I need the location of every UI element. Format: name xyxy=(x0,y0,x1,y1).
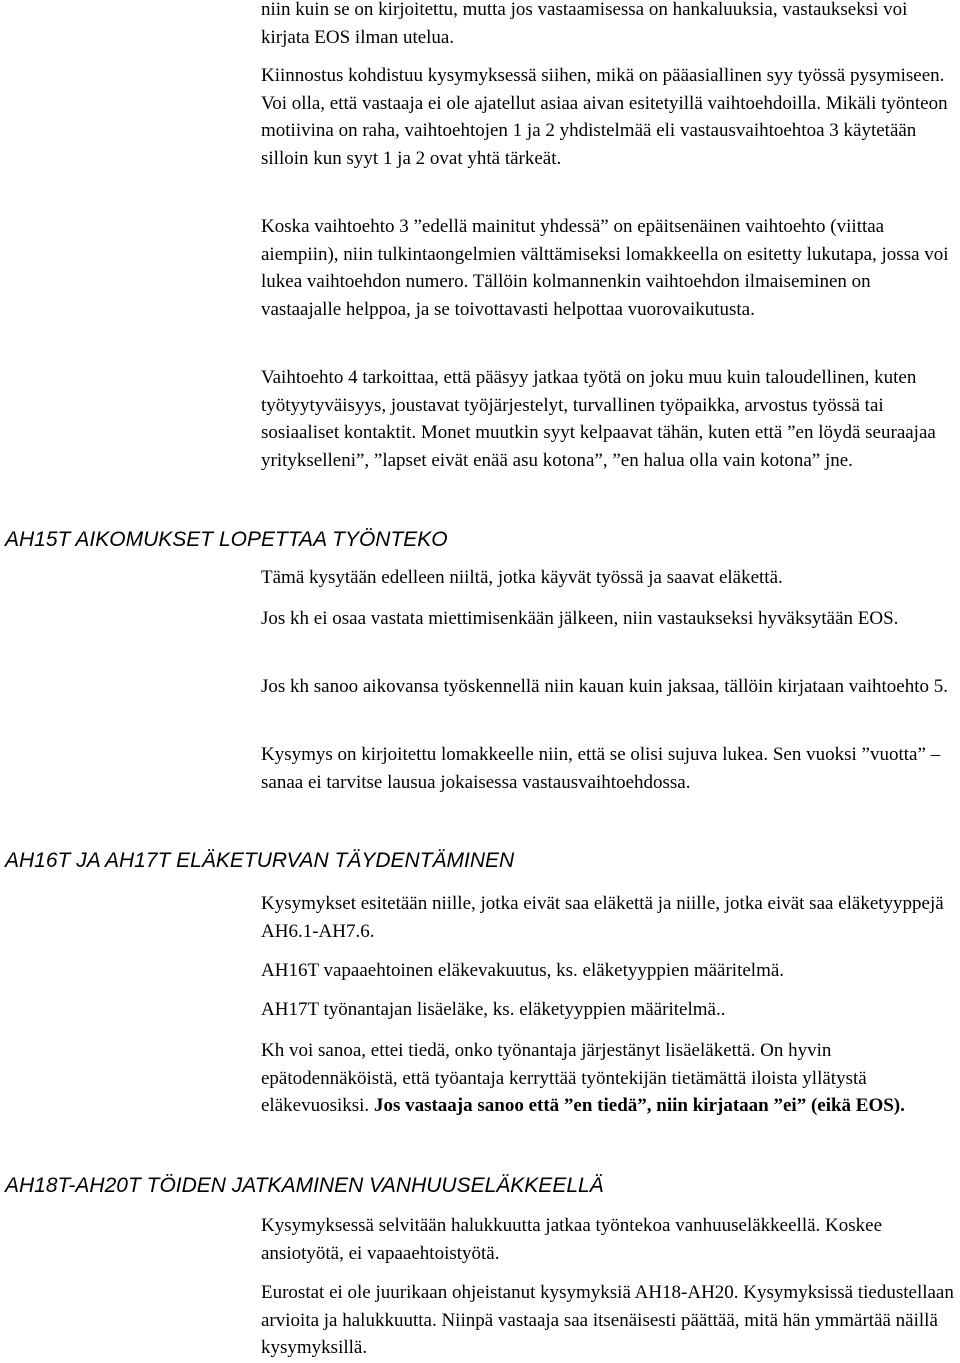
paragraph-motivation xyxy=(261,62,954,172)
paragraph-text: Jos kh sanoo aikovansa työskennellä niin kauan kuin jaksaa, tällöin kirjataan vaihtoehto 5. xyxy=(261,676,949,697)
paragraph-ah15t-wording xyxy=(261,741,954,796)
paragraph-text: Eurostat ei ole juurikaan ohjeistanut kysymyksiä AH18-AH20. Kysymyksissä tiedustellaan arvioita ja halukkuutta. Niinpä vastaaja saa itsenäisesti päättää, mitä hän ymmärtää näillä kysymyksillä. xyxy=(261,1282,959,1358)
paragraph-ah18t-eurostat xyxy=(261,1279,959,1362)
paragraph-ah15t-eos xyxy=(261,605,954,633)
section-heading-ah15t: AH15T AIKOMUKSET LOPETTAA TYÖNTEKO xyxy=(5,528,448,551)
paragraph-ah17t-dont-know xyxy=(261,1037,954,1120)
paragraph-option-4 xyxy=(261,364,954,474)
paragraph-text: Tämä kysytään edelleen niiltä, jotka käyvät työssä ja saavat eläkettä. xyxy=(261,567,783,588)
paragraph-text: niin kuin se on kirjoitettu, mutta jos vastaamisessa on hankaluuksia, vastaukseksi voi kirjata EOS ilman utelua. xyxy=(261,0,913,48)
paragraph-ah15t-target xyxy=(261,564,954,592)
paragraph-ah16t-definition xyxy=(261,957,954,985)
paragraph-text: AH16T vapaaehtoinen eläkevakuutus, ks. eläketyyppien määritelmä. xyxy=(261,960,785,981)
paragraph-text: Kysymyksessä selvitään halukkuutta jatkaa työntekoa vanhuuseläkkeellä. Koskee ansiotyötä, ei vapaaehtoistyötä. xyxy=(261,1215,887,1264)
paragraph-text: Kysymykset esitetään niille, jotka eivät saa eläkettä ja niille, jotka eivät saa eläketyyppejä AH6.1-AH7.6. xyxy=(261,893,948,942)
paragraph-text: Kysymys on kirjoitettu lomakkeelle niin, että se olisi sujuva lukea. Sen vuoksi ”vuotta” –sanaa ei tarvitse lausua jokaisessa vastausvaihtoehdossa. xyxy=(261,744,941,793)
paragraph-text: Vaihtoehto 4 tarkoittaa, että pääsyy jatkaa työtä on joku muu kuin taloudellinen, kuten työtyytyväisyys, joustavat työjärjestelyt, turvallinen työpaikka, arvostus työssä tai sosiaaliset kontaktit. Monet muutkin syyt kelpaavat tähän, kuten että ”en löydä seuraajaa yritykselleni”, ”lapset eivät enää asu kotona”, ”en halua olla vain kotona” jne. xyxy=(261,367,941,471)
section-heading-ah18t-ah20t: AH18T-AH20T TÖIDEN JATKAMINEN VANHUUSELÄKKEELLÄ xyxy=(5,1174,604,1197)
paragraph-ah15t-option-5 xyxy=(261,673,954,701)
paragraph-text: Kh voi sanoa, ettei tiedä, onko työnantaja järjestänyt lisäeläkettä. On hyvin epätodennäköistä, että työantaja kerryttää työntekijän tietämättä iloista yllätystä eläkevuosiksi. xyxy=(261,1040,872,1116)
paragraph-ah18t-purpose xyxy=(261,1212,954,1267)
paragraph-ah17t-definition xyxy=(261,996,954,1024)
paragraph-text: AH17T työnantajan lisäeläke, ks. eläketyyppien määritelmä.. xyxy=(261,999,726,1020)
paragraph-intro-continuation xyxy=(261,0,954,51)
paragraph-text: Koska vaihtoehto 3 ”edellä mainitut yhdessä” on epäitsenäinen vaihtoehto (viittaa aiempiin), niin tulkintaongelmien välttämiseksi lomakkeella on esitetty lukutapa, jossa voi lukea vaihtoehdon numero. Tällöin kolmannenkin vaihtoehdon ilmaiseminen on vastaajalle helppoa, ja se toivottavasti helpottaa vuorovaikutusta. xyxy=(261,216,954,320)
paragraph-option-3 xyxy=(261,213,954,323)
paragraph-text: Kiinnostus kohdistuu kysymyksessä siihen, mikä on pääasiallinen syy työssä pysymiseen. Voi olla, että vastaaja ei ole ajatellut asiaa aivan esitetyillä vaihtoehdoilla. Mikäli työnteon motiivina on raha, vaihtoehtojen 1 ja 2 yhdistelmää eli vastausvaihtoehtoa 3 käytetään silloin kun syyt 1 ja 2 ovat yhtä tärkeät. xyxy=(261,65,953,169)
paragraph-text: Jos kh ei osaa vastata miettimisenkään jälkeen, niin vastaukseksi hyväksytään EOS. xyxy=(261,608,899,629)
paragraph-bold-instruction: Jos vastaaja sanoo että ”en tiedä”, niin kirjataan ”ei” (eikä EOS). xyxy=(373,1095,905,1116)
paragraph-ah16t-target xyxy=(261,890,954,945)
section-heading-ah16t-ah17t: AH16T JA AH17T ELÄKETURVAN TÄYDENTÄMINEN xyxy=(5,849,515,872)
